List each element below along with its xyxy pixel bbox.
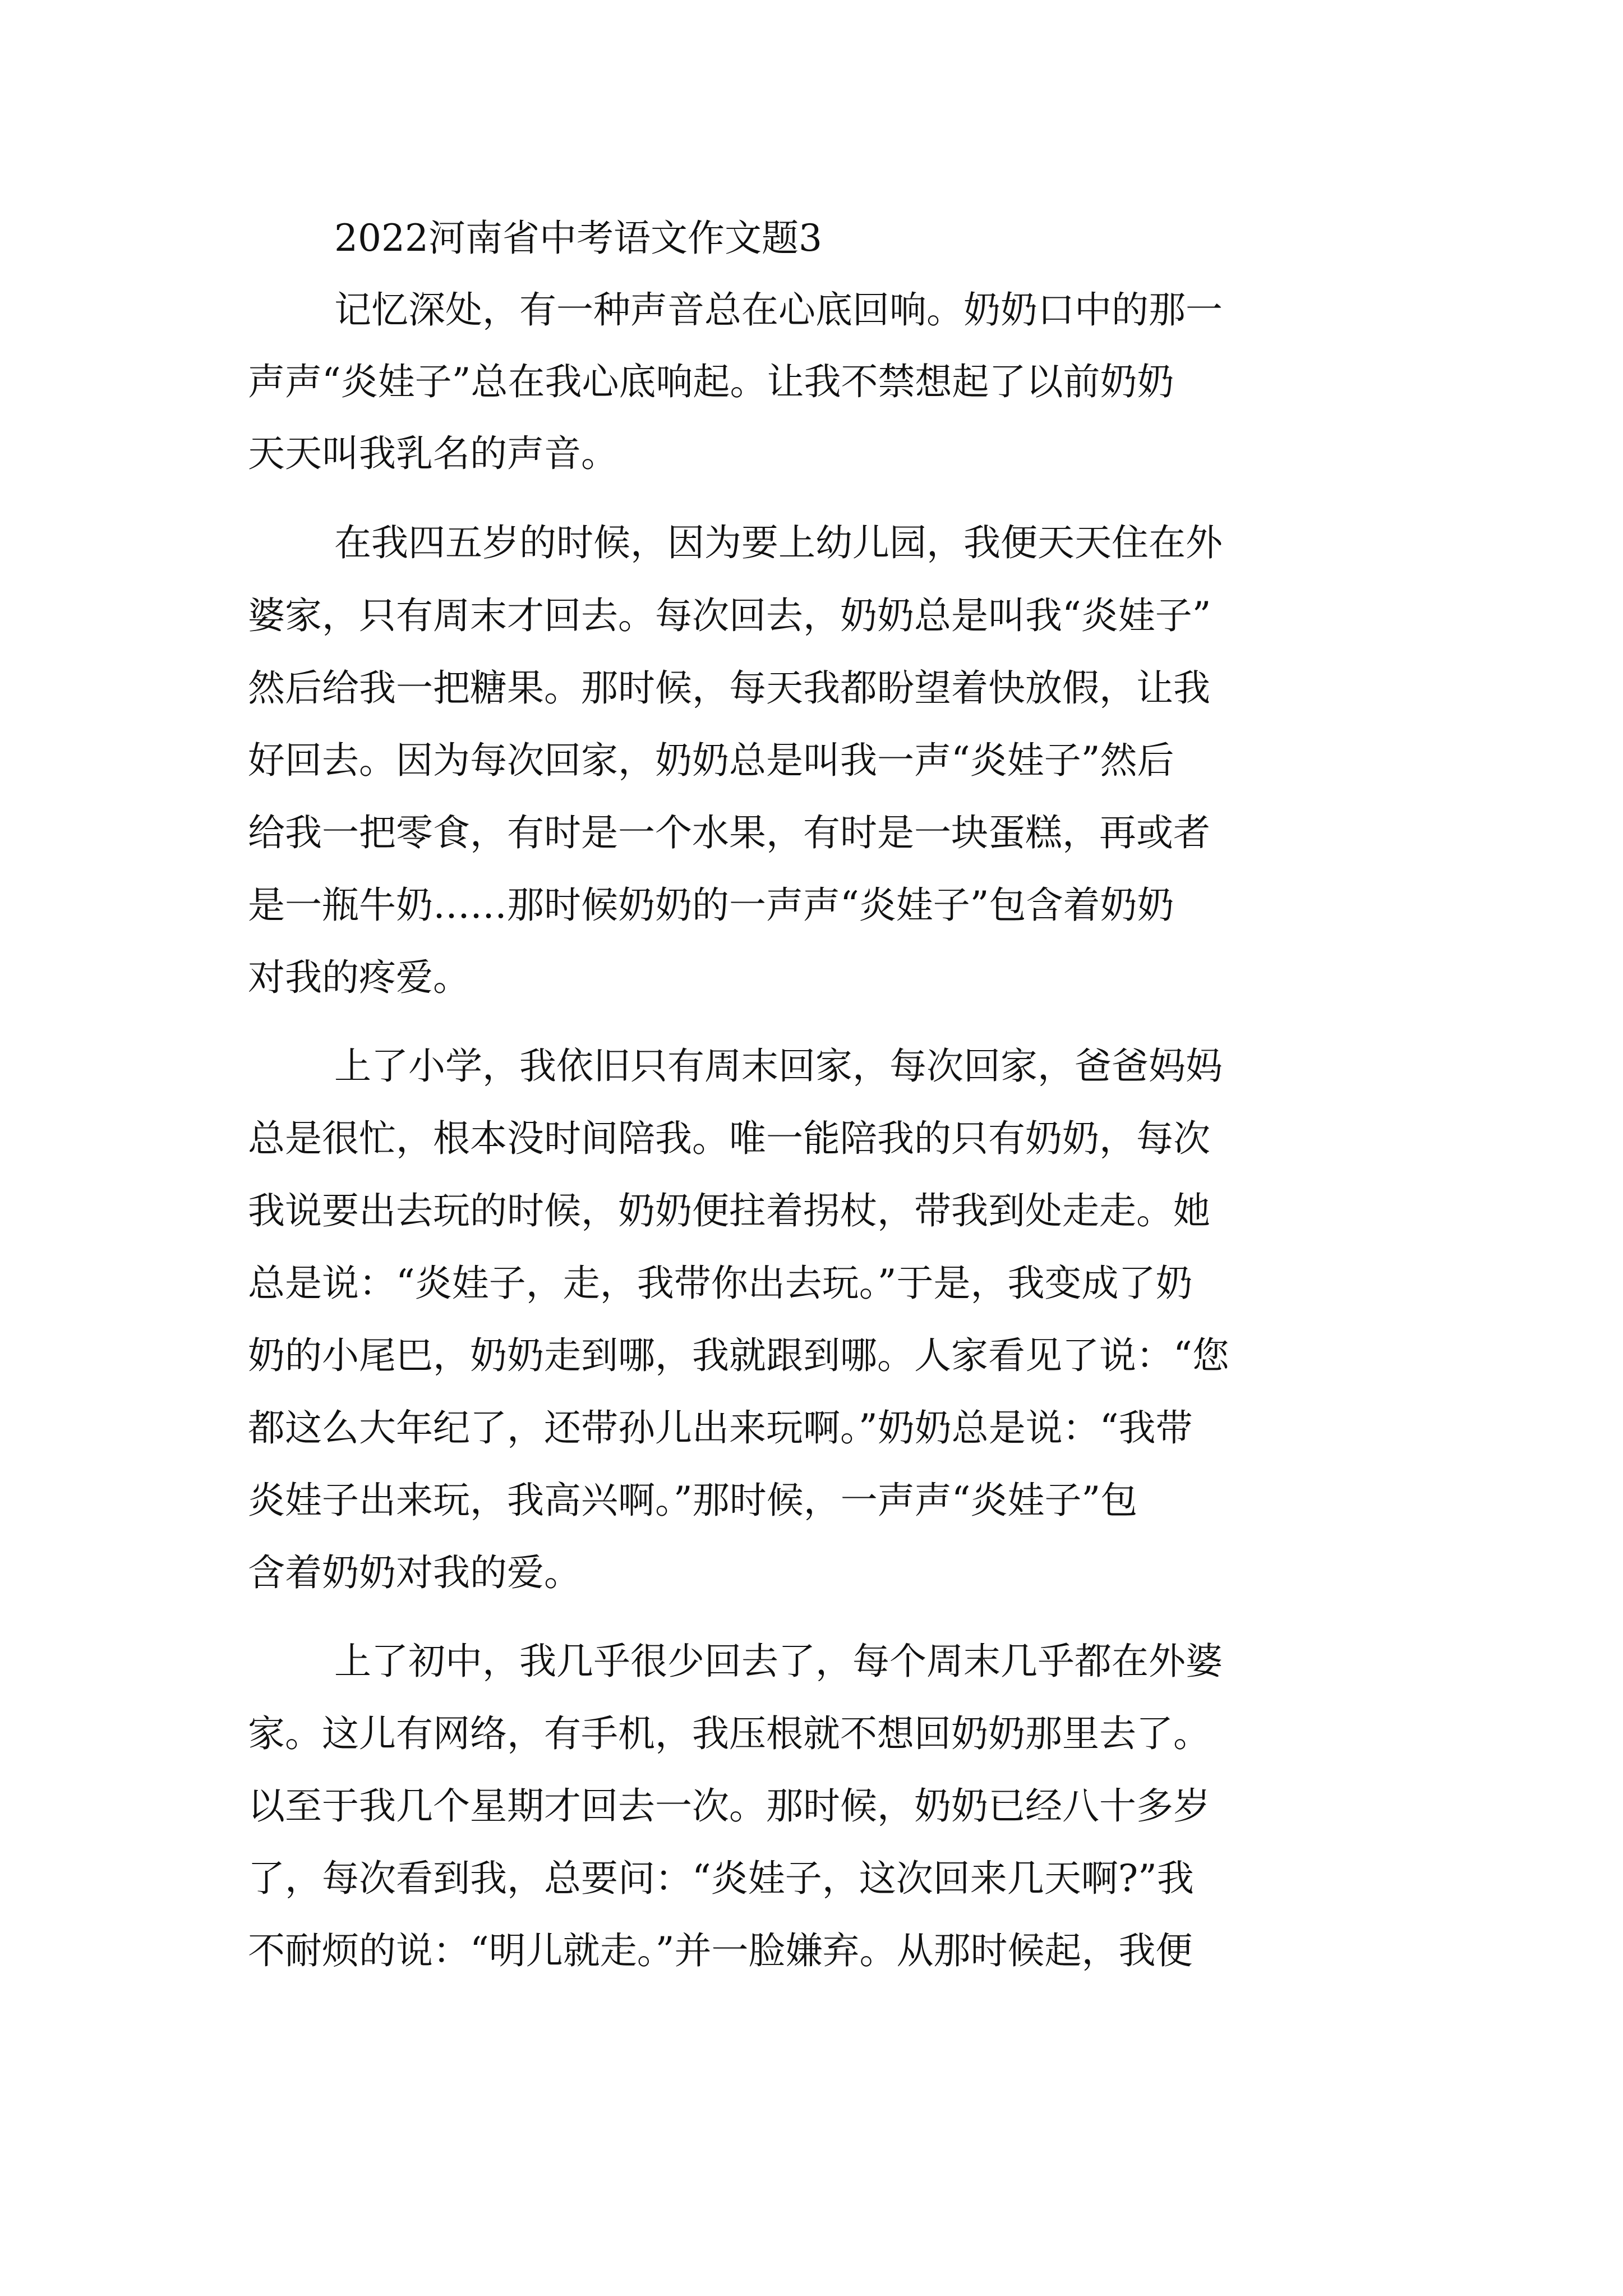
text-line: 婆家，只有周末才回去。每次回去，奶奶总是叫我“炎娃子” xyxy=(248,594,1211,637)
text-line: 好回去。因为每次回家，奶奶总是叫我一声“炎娃子”然后 xyxy=(248,739,1174,782)
text-line: 不耐烦的说：“明儿就走。”并一脸嫌弃。从那时候起，我便 xyxy=(248,1929,1193,1972)
text-line: 是一瓶牛奶……那时候奶奶的一声声“炎娃子”包含着奶奶 xyxy=(248,884,1174,927)
text-line: 了，每次看到我，总要问：“炎娃子，这次回来几天啊?”我 xyxy=(248,1857,1194,1900)
text-line: 含着奶奶对我的爱。 xyxy=(248,1551,581,1594)
text-line: 给我一把零食，有时是一个水果，有时是一块蛋糕，再或者 xyxy=(248,811,1210,854)
text-line: 总是很忙，根本没时间陪我。唯一能陪我的只有奶奶，每次 xyxy=(248,1117,1210,1160)
text-line: 上了小学，我依旧只有周末回家，每次回家，爸爸妈妈 xyxy=(334,1045,1223,1088)
text-line: 声声“炎娃子”总在我心底响起。让我不禁想起了以前奶奶 xyxy=(248,360,1174,403)
text-line: 在我四五岁的时候，因为要上幼儿园，我便天天住在外 xyxy=(334,521,1223,564)
document-title: 2022河南省中考语文作文题3 xyxy=(334,217,822,260)
text-line: 总是说：“炎娃子，走，我带你出去玩。”于是，我变成了奶 xyxy=(248,1262,1193,1305)
text-line: 奶的小尾巴，奶奶走到哪，我就跟到哪。人家看见了说：“您 xyxy=(248,1334,1229,1377)
text-line: 炎娃子出来玩，我高兴啊。”那时候，一声声“炎娃子”包 xyxy=(248,1479,1138,1522)
text-line: 然后给我一把糖果。那时候，每天我都盼望着快放假，让我 xyxy=(248,666,1210,710)
text-line: 我说要出去玩的时候，奶奶便拄着拐杖，带我到处走走。她 xyxy=(248,1189,1210,1232)
text-line: 以至于我几个星期才回去一次。那时候，奶奶已经八十多岁 xyxy=(248,1784,1210,1828)
text-line: 对我的疼爱。 xyxy=(248,956,470,999)
text-line: 上了初中，我几乎很少回去了，每个周末几乎都在外婆 xyxy=(334,1640,1223,1683)
text-line: 天天叫我乳名的声音。 xyxy=(248,432,618,475)
text-line: 家。这儿有网络，有手机，我压根就不想回奶奶那里去了。 xyxy=(248,1712,1210,1755)
text-line: 记忆深处，有一种声音总在心底回响。奶奶口中的那一 xyxy=(334,288,1223,332)
text-line: 都这么大年纪了，还带孙儿出来玩啊。”奶奶总是说：“我带 xyxy=(248,1406,1193,1450)
